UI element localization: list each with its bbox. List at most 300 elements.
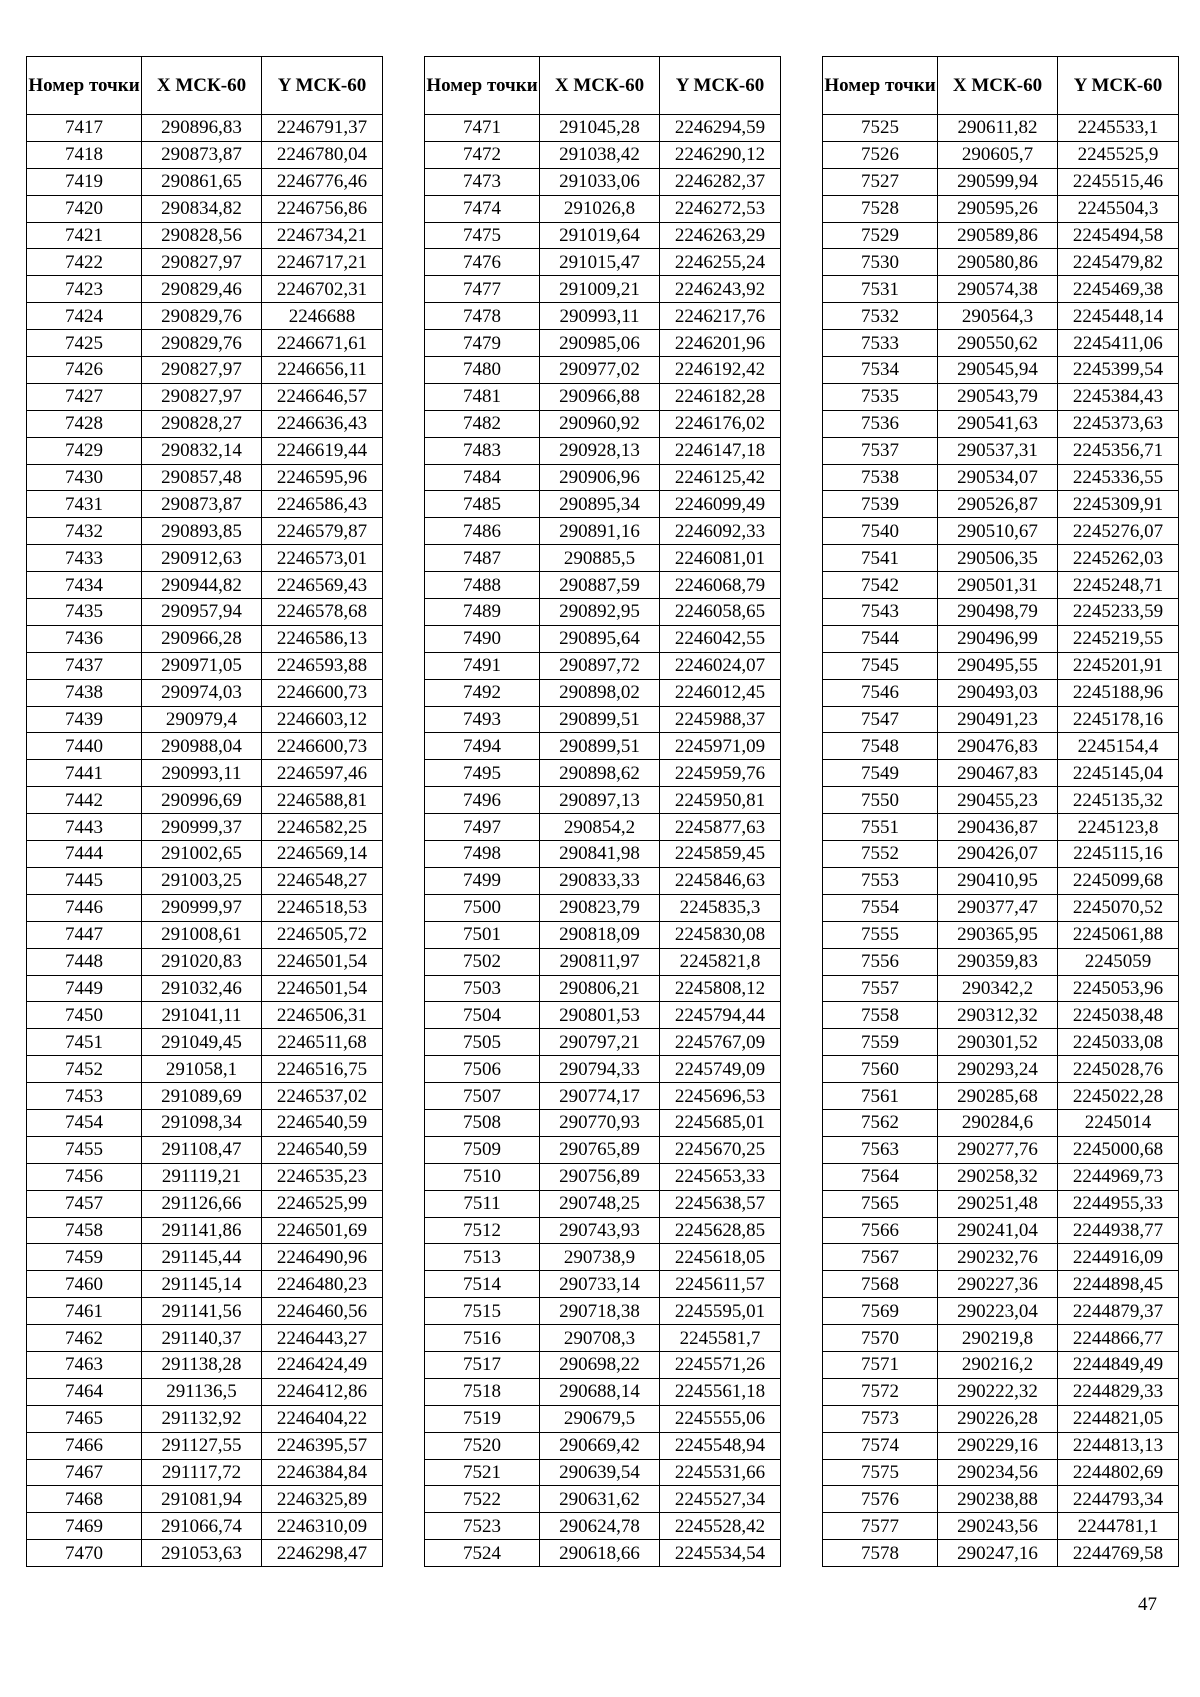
x-coordinate-cell: 290827,97 — [142, 249, 262, 276]
x-coordinate-cell: 290589,86 — [938, 222, 1058, 249]
table-row — [425, 464, 781, 491]
point-number-cell: 7437 — [27, 652, 142, 679]
x-coordinate-cell: 290873,87 — [142, 491, 262, 518]
point-number-cell: 7516 — [425, 1325, 540, 1352]
x-coordinate-cell: 290828,27 — [142, 410, 262, 437]
y-coordinate-cell: 2246443,27 — [262, 1325, 383, 1352]
x-coordinate-cell: 290794,33 — [540, 1056, 660, 1083]
table-row — [823, 1109, 1179, 1136]
x-coordinate-cell: 290765,89 — [540, 1136, 660, 1163]
x-coordinate-cell: 290833,33 — [540, 867, 660, 894]
x-coordinate-cell: 290912,63 — [142, 545, 262, 572]
table-row — [823, 625, 1179, 652]
x-coordinate-cell: 290669,42 — [540, 1432, 660, 1459]
x-coordinate-cell: 291141,56 — [142, 1298, 262, 1325]
point-number-cell: 7540 — [823, 518, 938, 545]
table-row — [823, 867, 1179, 894]
x-coordinate-cell: 291058,1 — [142, 1056, 262, 1083]
point-number-cell: 7549 — [823, 760, 938, 787]
point-number-cell: 7428 — [27, 410, 142, 437]
x-coordinate-cell: 290899,51 — [540, 733, 660, 760]
point-number-cell: 7429 — [27, 437, 142, 464]
y-coordinate-cell: 2246600,73 — [262, 679, 383, 706]
x-coordinate-cell: 290222,32 — [938, 1378, 1058, 1405]
x-coordinate-cell: 290891,16 — [540, 518, 660, 545]
x-coordinate-cell: 290541,63 — [938, 410, 1058, 437]
x-coordinate-cell: 290639,54 — [540, 1459, 660, 1486]
header-y-coordinate: Y МСК-60 — [660, 57, 781, 115]
table-row — [27, 1325, 383, 1352]
table-row — [823, 733, 1179, 760]
table-row — [425, 1163, 781, 1190]
x-coordinate-cell: 291066,74 — [142, 1513, 262, 1540]
header-point-number: Номер точки — [823, 57, 938, 115]
point-number-cell: 7484 — [425, 464, 540, 491]
x-coordinate-cell: 291015,47 — [540, 249, 660, 276]
point-number-cell: 7502 — [425, 948, 540, 975]
table-row — [823, 572, 1179, 599]
point-number-cell: 7469 — [27, 1513, 142, 1540]
table-row — [425, 249, 781, 276]
y-coordinate-cell: 2245531,66 — [660, 1459, 781, 1486]
x-coordinate-cell: 290999,97 — [142, 894, 262, 921]
x-coordinate-cell: 290226,28 — [938, 1405, 1058, 1432]
table-row — [823, 357, 1179, 384]
point-number-cell: 7570 — [823, 1325, 938, 1352]
point-number-cell: 7461 — [27, 1298, 142, 1325]
table-row — [425, 410, 781, 437]
y-coordinate-cell: 2246147,18 — [660, 437, 781, 464]
x-coordinate-cell: 290818,09 — [540, 921, 660, 948]
y-coordinate-cell: 2245528,42 — [660, 1513, 781, 1540]
x-coordinate-cell: 290498,79 — [938, 599, 1058, 626]
point-number-cell: 7510 — [425, 1163, 540, 1190]
point-number-cell: 7538 — [823, 464, 938, 491]
table-row — [27, 625, 383, 652]
point-number-cell: 7573 — [823, 1405, 938, 1432]
point-number-cell: 7501 — [425, 921, 540, 948]
y-coordinate-cell: 2245534,54 — [660, 1540, 781, 1567]
y-coordinate-cell: 2245028,76 — [1058, 1056, 1179, 1083]
x-coordinate-cell: 290229,16 — [938, 1432, 1058, 1459]
point-number-cell: 7564 — [823, 1163, 938, 1190]
y-coordinate-cell: 2246791,37 — [262, 115, 383, 142]
y-coordinate-cell: 2246243,92 — [660, 276, 781, 303]
x-coordinate-cell: 291003,25 — [142, 867, 262, 894]
x-coordinate-cell: 290436,87 — [938, 814, 1058, 841]
y-coordinate-cell: 2246540,59 — [262, 1136, 383, 1163]
x-coordinate-cell: 290688,14 — [540, 1378, 660, 1405]
x-coordinate-cell: 290993,11 — [540, 303, 660, 330]
x-coordinate-cell: 290957,94 — [142, 599, 262, 626]
point-number-cell: 7551 — [823, 814, 938, 841]
x-coordinate-cell: 290501,31 — [938, 572, 1058, 599]
table-row — [425, 437, 781, 464]
table-row — [27, 491, 383, 518]
point-number-cell: 7462 — [27, 1325, 142, 1352]
x-coordinate-cell: 290733,14 — [540, 1271, 660, 1298]
point-number-cell: 7533 — [823, 330, 938, 357]
table-row — [425, 168, 781, 195]
y-coordinate-cell: 2246501,54 — [262, 948, 383, 975]
x-coordinate-cell: 290247,16 — [938, 1540, 1058, 1567]
x-coordinate-cell: 290258,32 — [938, 1163, 1058, 1190]
x-coordinate-cell: 290756,89 — [540, 1163, 660, 1190]
x-coordinate-cell: 291141,86 — [142, 1217, 262, 1244]
point-number-cell: 7495 — [425, 760, 540, 787]
x-coordinate-cell: 290861,65 — [142, 168, 262, 195]
point-number-cell: 7518 — [425, 1378, 540, 1405]
table-row — [27, 303, 383, 330]
y-coordinate-cell: 2246646,57 — [262, 383, 383, 410]
x-coordinate-cell: 290977,02 — [540, 357, 660, 384]
point-number-cell: 7496 — [425, 787, 540, 814]
point-number-cell: 7476 — [425, 249, 540, 276]
x-coordinate-cell: 290495,55 — [938, 652, 1058, 679]
point-number-cell: 7523 — [425, 1513, 540, 1540]
point-number-cell: 7558 — [823, 1002, 938, 1029]
x-coordinate-cell: 290823,79 — [540, 894, 660, 921]
table-row — [425, 1325, 781, 1352]
x-coordinate-cell: 291138,28 — [142, 1351, 262, 1378]
table-row — [425, 1486, 781, 1513]
point-number-cell: 7450 — [27, 1002, 142, 1029]
table-row — [27, 1513, 383, 1540]
table-row — [823, 1136, 1179, 1163]
table-row — [425, 518, 781, 545]
x-coordinate-cell: 290493,03 — [938, 679, 1058, 706]
x-coordinate-cell: 290595,26 — [938, 195, 1058, 222]
table-row — [425, 948, 781, 975]
point-number-cell: 7421 — [27, 222, 142, 249]
point-number-cell: 7475 — [425, 222, 540, 249]
y-coordinate-cell: 2245561,18 — [660, 1378, 781, 1405]
point-number-cell: 7458 — [27, 1217, 142, 1244]
y-coordinate-cell: 2245670,25 — [660, 1136, 781, 1163]
table-row — [425, 1244, 781, 1271]
table-row — [425, 679, 781, 706]
y-coordinate-cell: 2246582,25 — [262, 814, 383, 841]
point-number-cell: 7578 — [823, 1540, 938, 1567]
point-number-cell: 7431 — [27, 491, 142, 518]
point-number-cell: 7567 — [823, 1244, 938, 1271]
y-coordinate-cell: 2246217,76 — [660, 303, 781, 330]
y-coordinate-cell: 2245448,14 — [1058, 303, 1179, 330]
table-row — [27, 1459, 383, 1486]
y-coordinate-cell: 2246619,44 — [262, 437, 383, 464]
point-number-cell: 7474 — [425, 195, 540, 222]
header-y-coordinate: Y МСК-60 — [1058, 57, 1179, 115]
x-coordinate-cell: 290829,76 — [142, 303, 262, 330]
table-row — [27, 599, 383, 626]
x-coordinate-cell: 290770,93 — [540, 1109, 660, 1136]
table-row — [425, 357, 781, 384]
x-coordinate-cell: 290312,32 — [938, 1002, 1058, 1029]
table-row — [425, 1513, 781, 1540]
point-number-cell: 7464 — [27, 1378, 142, 1405]
table-row — [425, 1298, 781, 1325]
x-coordinate-cell: 290624,78 — [540, 1513, 660, 1540]
x-coordinate-cell: 290738,9 — [540, 1244, 660, 1271]
header-x-coordinate: X МСК-60 — [540, 57, 660, 115]
table-row — [27, 410, 383, 437]
y-coordinate-cell: 2245696,53 — [660, 1083, 781, 1110]
y-coordinate-cell: 2245469,38 — [1058, 276, 1179, 303]
table-row — [27, 1109, 383, 1136]
table-row — [823, 1486, 1179, 1513]
y-coordinate-cell: 2246310,09 — [262, 1513, 383, 1540]
x-coordinate-cell: 290897,13 — [540, 787, 660, 814]
table-row — [425, 1459, 781, 1486]
table-row — [27, 1244, 383, 1271]
x-coordinate-cell: 291009,21 — [540, 276, 660, 303]
table-row — [27, 464, 383, 491]
table-row — [425, 1056, 781, 1083]
y-coordinate-cell: 2244813,13 — [1058, 1432, 1179, 1459]
x-coordinate-cell: 291049,45 — [142, 1029, 262, 1056]
table-row — [425, 1083, 781, 1110]
y-coordinate-cell: 2245859,45 — [660, 841, 781, 868]
y-coordinate-cell: 2245959,76 — [660, 760, 781, 787]
header-point-number: Номер точки — [425, 57, 540, 115]
x-coordinate-cell: 290887,59 — [540, 572, 660, 599]
y-coordinate-cell: 2245233,59 — [1058, 599, 1179, 626]
point-number-cell: 7529 — [823, 222, 938, 249]
point-number-cell: 7512 — [425, 1217, 540, 1244]
point-number-cell: 7419 — [27, 168, 142, 195]
table-row — [27, 867, 383, 894]
point-number-cell: 7506 — [425, 1056, 540, 1083]
point-number-cell: 7571 — [823, 1351, 938, 1378]
point-number-cell: 7438 — [27, 679, 142, 706]
x-coordinate-cell: 290797,21 — [540, 1029, 660, 1056]
x-coordinate-cell: 290631,62 — [540, 1486, 660, 1513]
point-number-cell: 7477 — [425, 276, 540, 303]
x-coordinate-cell: 290828,56 — [142, 222, 262, 249]
point-number-cell: 7481 — [425, 383, 540, 410]
point-number-cell: 7556 — [823, 948, 938, 975]
point-number-cell: 7561 — [823, 1083, 938, 1110]
header-point-number: Номер точки — [27, 57, 142, 115]
x-coordinate-cell: 291045,28 — [540, 115, 660, 142]
point-number-cell: 7441 — [27, 760, 142, 787]
point-number-cell: 7515 — [425, 1298, 540, 1325]
x-coordinate-cell: 290966,88 — [540, 383, 660, 410]
point-number-cell: 7553 — [823, 867, 938, 894]
y-coordinate-cell: 2246506,31 — [262, 1002, 383, 1029]
y-coordinate-cell: 2246586,43 — [262, 491, 383, 518]
table-row — [27, 276, 383, 303]
x-coordinate-cell: 290985,06 — [540, 330, 660, 357]
x-coordinate-cell: 290698,22 — [540, 1351, 660, 1378]
table-row — [27, 787, 383, 814]
y-coordinate-cell: 2244938,77 — [1058, 1217, 1179, 1244]
y-coordinate-cell: 2244769,58 — [1058, 1540, 1179, 1567]
y-coordinate-cell: 2246535,23 — [262, 1163, 383, 1190]
table-row — [823, 975, 1179, 1002]
x-coordinate-cell: 291140,37 — [142, 1325, 262, 1352]
y-coordinate-cell: 2246272,53 — [660, 195, 781, 222]
point-number-cell: 7520 — [425, 1432, 540, 1459]
y-coordinate-cell: 2246460,56 — [262, 1298, 383, 1325]
x-coordinate-cell: 291108,47 — [142, 1136, 262, 1163]
x-coordinate-cell: 291032,46 — [142, 975, 262, 1002]
y-coordinate-cell: 2246294,59 — [660, 115, 781, 142]
y-coordinate-cell: 2246068,79 — [660, 572, 781, 599]
table-row — [823, 1271, 1179, 1298]
y-coordinate-cell: 2246688 — [262, 303, 383, 330]
point-number-cell: 7547 — [823, 706, 938, 733]
table-row — [27, 545, 383, 572]
y-coordinate-cell: 2245411,06 — [1058, 330, 1179, 357]
y-coordinate-cell: 2245399,54 — [1058, 357, 1179, 384]
point-number-cell: 7566 — [823, 1217, 938, 1244]
table-row — [27, 975, 383, 1002]
y-coordinate-cell: 2246505,72 — [262, 921, 383, 948]
point-number-cell: 7525 — [823, 115, 938, 142]
point-number-cell: 7576 — [823, 1486, 938, 1513]
y-coordinate-cell: 2244879,37 — [1058, 1298, 1179, 1325]
y-coordinate-cell: 2245835,3 — [660, 894, 781, 921]
table-row — [27, 1271, 383, 1298]
point-number-cell: 7552 — [823, 841, 938, 868]
table-row — [823, 195, 1179, 222]
y-coordinate-cell: 2245950,81 — [660, 787, 781, 814]
y-coordinate-cell: 2246780,04 — [262, 141, 383, 168]
table-row — [27, 706, 383, 733]
x-coordinate-cell: 290526,87 — [938, 491, 1058, 518]
x-coordinate-cell: 290365,95 — [938, 921, 1058, 948]
table-header-row — [27, 57, 383, 115]
table-row — [27, 115, 383, 142]
table-row — [425, 787, 781, 814]
point-number-cell: 7492 — [425, 679, 540, 706]
point-number-cell: 7498 — [425, 841, 540, 868]
table-row — [27, 1190, 383, 1217]
y-coordinate-cell: 2245053,96 — [1058, 975, 1179, 1002]
x-coordinate-cell: 290476,83 — [938, 733, 1058, 760]
point-number-cell: 7457 — [27, 1190, 142, 1217]
table-row — [27, 1351, 383, 1378]
table-row — [823, 1002, 1179, 1029]
table-row — [823, 410, 1179, 437]
y-coordinate-cell: 2245276,07 — [1058, 518, 1179, 545]
x-coordinate-cell: 291019,64 — [540, 222, 660, 249]
point-number-cell: 7463 — [27, 1351, 142, 1378]
table-row — [823, 841, 1179, 868]
y-coordinate-cell: 2245548,94 — [660, 1432, 781, 1459]
table-row — [425, 222, 781, 249]
y-coordinate-cell: 2245479,82 — [1058, 249, 1179, 276]
table-row — [425, 1378, 781, 1405]
y-coordinate-cell: 2245988,37 — [660, 706, 781, 733]
x-coordinate-cell: 290543,79 — [938, 383, 1058, 410]
y-coordinate-cell: 2245356,71 — [1058, 437, 1179, 464]
y-coordinate-cell: 2246776,46 — [262, 168, 383, 195]
point-number-cell: 7435 — [27, 599, 142, 626]
y-coordinate-cell: 2246012,45 — [660, 679, 781, 706]
y-coordinate-cell: 2246573,01 — [262, 545, 383, 572]
table-row — [425, 1432, 781, 1459]
x-coordinate-cell: 290537,31 — [938, 437, 1058, 464]
table-row — [27, 249, 383, 276]
y-coordinate-cell: 2246603,12 — [262, 706, 383, 733]
y-coordinate-cell: 2245794,44 — [660, 1002, 781, 1029]
point-number-cell: 7535 — [823, 383, 938, 410]
table-row — [823, 1459, 1179, 1486]
y-coordinate-cell: 2245014 — [1058, 1109, 1179, 1136]
table-row — [823, 706, 1179, 733]
table-row — [823, 383, 1179, 410]
y-coordinate-cell: 2246525,99 — [262, 1190, 383, 1217]
x-coordinate-cell: 290491,23 — [938, 706, 1058, 733]
table-row — [823, 491, 1179, 518]
point-number-cell: 7511 — [425, 1190, 540, 1217]
y-coordinate-cell: 2245070,52 — [1058, 894, 1179, 921]
point-number-cell: 7521 — [425, 1459, 540, 1486]
point-number-cell: 7557 — [823, 975, 938, 1002]
x-coordinate-cell: 290806,21 — [540, 975, 660, 1002]
table-row — [425, 276, 781, 303]
point-number-cell: 7545 — [823, 652, 938, 679]
table-header-row — [425, 57, 781, 115]
x-coordinate-cell: 290928,13 — [540, 437, 660, 464]
point-number-cell: 7560 — [823, 1056, 938, 1083]
table-row — [425, 1109, 781, 1136]
x-coordinate-cell: 290996,69 — [142, 787, 262, 814]
table-row — [425, 141, 781, 168]
y-coordinate-cell: 2246586,13 — [262, 625, 383, 652]
x-coordinate-cell: 290679,5 — [540, 1405, 660, 1432]
point-number-cell: 7487 — [425, 545, 540, 572]
x-coordinate-cell: 290857,48 — [142, 464, 262, 491]
table-row — [425, 1217, 781, 1244]
table-row — [27, 1002, 383, 1029]
y-coordinate-cell: 2245971,09 — [660, 733, 781, 760]
table-row — [823, 1405, 1179, 1432]
point-number-cell: 7503 — [425, 975, 540, 1002]
y-coordinate-cell: 2246548,27 — [262, 867, 383, 894]
y-coordinate-cell: 2246756,86 — [262, 195, 383, 222]
table-row — [425, 1002, 781, 1029]
x-coordinate-cell: 290971,05 — [142, 652, 262, 679]
y-coordinate-cell: 2245022,28 — [1058, 1083, 1179, 1110]
table-row — [823, 276, 1179, 303]
point-number-cell: 7490 — [425, 625, 540, 652]
y-coordinate-cell: 2245527,34 — [660, 1486, 781, 1513]
table-row — [425, 491, 781, 518]
x-coordinate-cell: 291002,65 — [142, 841, 262, 868]
x-coordinate-cell: 290223,04 — [938, 1298, 1058, 1325]
table-row — [425, 706, 781, 733]
table-row — [823, 437, 1179, 464]
table-row — [425, 894, 781, 921]
table-row — [425, 760, 781, 787]
x-coordinate-cell: 290534,07 — [938, 464, 1058, 491]
x-coordinate-cell: 291026,8 — [540, 195, 660, 222]
y-coordinate-cell: 2246176,02 — [660, 410, 781, 437]
y-coordinate-cell: 2245178,16 — [1058, 706, 1179, 733]
point-number-cell: 7568 — [823, 1271, 938, 1298]
point-number-cell: 7444 — [27, 841, 142, 868]
point-number-cell: 7508 — [425, 1109, 540, 1136]
point-number-cell: 7426 — [27, 357, 142, 384]
point-number-cell: 7427 — [27, 383, 142, 410]
y-coordinate-cell: 2244898,45 — [1058, 1271, 1179, 1298]
table-row — [27, 760, 383, 787]
y-coordinate-cell: 2244781,1 — [1058, 1513, 1179, 1540]
y-coordinate-cell: 2246569,14 — [262, 841, 383, 868]
